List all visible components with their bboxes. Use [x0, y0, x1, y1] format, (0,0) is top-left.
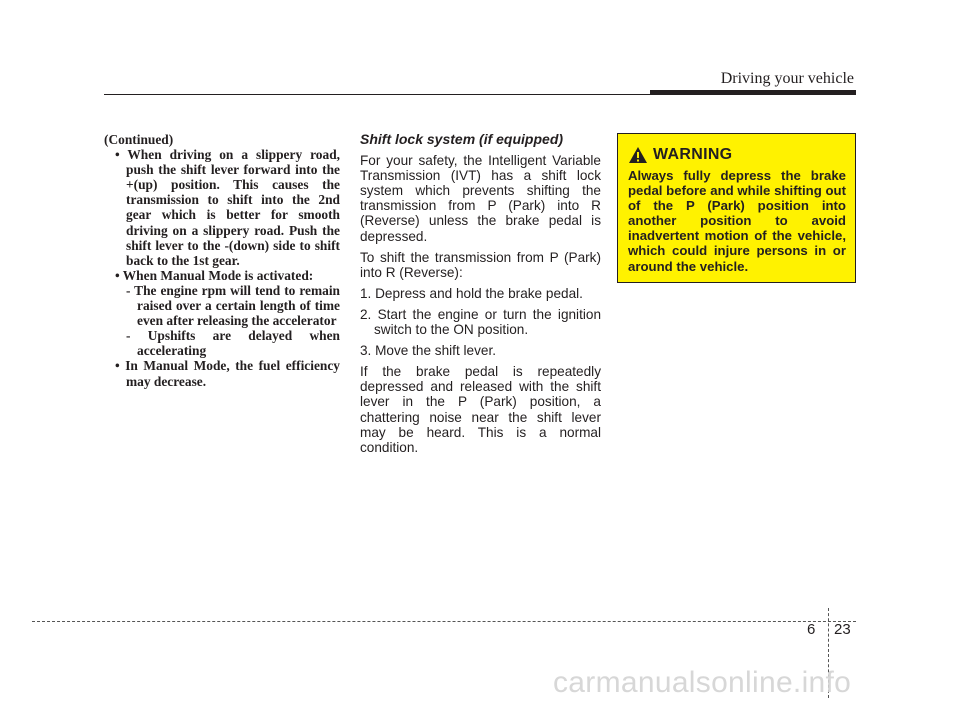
- section-title: Driving your vehicle: [720, 70, 854, 87]
- continued-label: (Continued): [104, 132, 174, 147]
- left-column: [104, 132, 340, 389]
- footer-rule: [32, 621, 856, 622]
- paragraph-intro: For your safety, the Intelligent Variable Transmission (IVT) has a shift lock system which prevents shifting the transmission from P (Park) into R (Reverse) unless the brake pedal is depressed.: [360, 153, 601, 244]
- warning-text: Always fully depress the brake pedal before and while shifting out of the P (Park) position into another position to avoid inadvertent motion of the vehicle, which could injure persons in or around the vehicle.: [628, 168, 846, 274]
- dash-engine-rpm: - The engine rpm will tend to remain raised over a certain length of time even after releasing the accelerator: [126, 282, 340, 329]
- middle-column: [360, 132, 601, 461]
- subsection-heading: Shift lock system (if equipped): [360, 131, 564, 147]
- paragraph-chatter-note: If the brake pedal is repeatedly depressed and released with the shift lever in the P (Park) position, a chattering noise near the shift lever may be heard. This is a normal condition.: [360, 364, 601, 455]
- bullet-slippery-road: • When driving on a slippery road, push the shift lever forward into the +(up) position. This causes the transmission to shift into the 2nd gear which is better for smooth driving on a slippery road. Push the shift lever to the -(down) side to shift back to the 1st gear.: [115, 147, 340, 268]
- header-rule: [104, 94, 650, 95]
- watermark: carmanualsonline.info: [553, 666, 852, 699]
- bullet-fuel-efficiency: • In Manual Mode, the fuel efficiency may decrease.: [115, 358, 340, 389]
- warning-header: [628, 146, 732, 164]
- header-bar: [650, 90, 856, 95]
- warning-triangle-icon: [628, 146, 648, 164]
- step-2: 2. Start the engine or turn the ignition switch to the ON position.: [360, 306, 601, 338]
- page-number: 23: [834, 621, 851, 638]
- warning-box: [617, 133, 856, 283]
- step-3: 3. Move the shift lever.: [360, 343, 497, 359]
- dash-upshifts: - Upshifts are delayed when accelerating: [126, 328, 340, 359]
- warning-title: WARNING: [653, 146, 733, 163]
- chapter-number: 6: [807, 621, 816, 638]
- step-1: 1. Depress and hold the brake pedal.: [360, 285, 583, 301]
- paragraph-procedure-intro: To shift the transmission from P (Park) into R (Reverse):: [360, 249, 601, 280]
- bullet-manual-mode: • When Manual Mode is activated:: [115, 267, 314, 283]
